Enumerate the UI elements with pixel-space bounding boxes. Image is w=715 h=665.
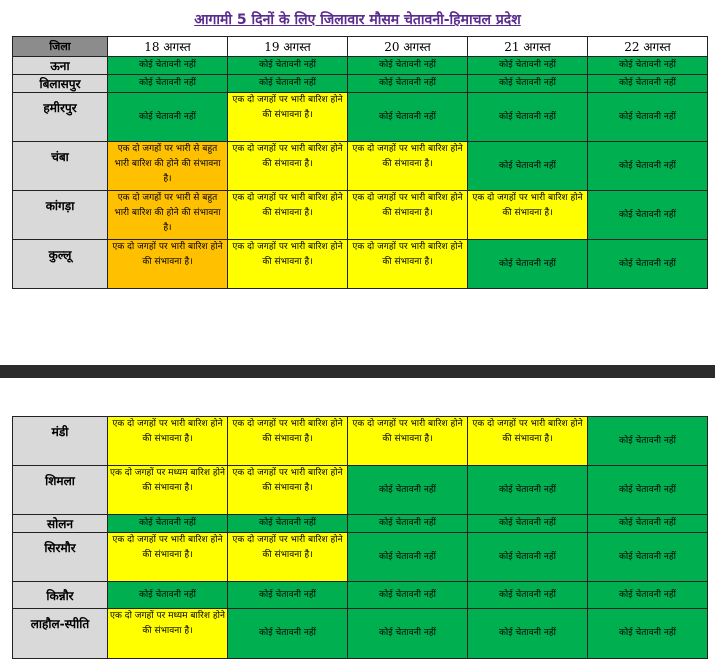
- district-name-cell: ऊना: [13, 57, 108, 75]
- table-row: [13, 57, 708, 75]
- warning-cell-green: कोई चेतावनी नहीं: [588, 240, 708, 289]
- district-name-cell: शिमला: [13, 466, 108, 515]
- warning-cell-yellow: एक दो जगहों पर भारी बारिश होने की संभावना है।: [108, 533, 228, 582]
- warning-cell-green: कोई चेतावनी नहीं: [108, 57, 228, 75]
- warning-cell-green: कोई चेतावनी नहीं: [468, 582, 588, 609]
- warning-cell-green: कोई चेतावनी नहीं: [588, 142, 708, 191]
- warning-cell-green: कोई चेतावनी नहीं: [108, 93, 228, 142]
- district-name-cell: हमीरपुर: [13, 93, 108, 142]
- warning-cell-green: कोई चेतावनी नहीं: [348, 582, 468, 609]
- warning-cell-green: कोई चेतावनी नहीं: [588, 582, 708, 609]
- warning-cell-green: कोई चेतावनी नहीं: [468, 75, 588, 93]
- warning-cell-green: कोई चेतावनी नहीं: [348, 533, 468, 582]
- warning-cell-green: कोई चेतावनी नहीं: [348, 466, 468, 515]
- district-name-cell: सिरमौर: [13, 533, 108, 582]
- warning-cell-green: कोई चेतावनी नहीं: [468, 515, 588, 533]
- date-column-header: 20 अगस्त: [348, 37, 468, 57]
- warning-cell-green: कोई चेतावनी नहीं: [108, 582, 228, 609]
- warning-cell-yellow: एक दो जगहों पर भारी बारिश होने की संभावना है।: [228, 93, 348, 142]
- warning-cell-green: कोई चेतावनी नहीं: [228, 57, 348, 75]
- warning-cell-yellow: एक दो जगहों पर भारी बारिश होने की संभावना है।: [348, 191, 468, 240]
- district-name-cell: कांगड़ा: [13, 191, 108, 240]
- warning-cell-green: कोई चेतावनी नहीं: [228, 609, 348, 659]
- warning-cell-green: कोई चेतावनी नहीं: [228, 75, 348, 93]
- warning-cell-yellow: एक दो जगहों पर भारी बारिश होने की संभावना है।: [468, 417, 588, 466]
- date-column-header: 19 अगस्त: [228, 37, 348, 57]
- warning-cell-green: कोई चेतावनी नहीं: [468, 240, 588, 289]
- warning-cell-yellow: एक दो जगहों पर भारी बारिश होने की संभावना है।: [348, 142, 468, 191]
- warning-cell-yellow: एक दो जगहों पर भारी बारिश होने की संभावना है।: [228, 142, 348, 191]
- table-header-row: [13, 37, 708, 57]
- table-row: [13, 466, 708, 515]
- warning-cell-orange: एक दो जगहों पर भारी बारिश होने की संभावना है।: [108, 240, 228, 289]
- warning-cell-yellow: एक दो जगहों पर मध्यम बारिश होने की संभावना है।: [108, 609, 228, 659]
- district-name-cell: कुल्लू: [13, 240, 108, 289]
- district-name-cell: बिलासपुर: [13, 75, 108, 93]
- date-column-header: 21 अगस्त: [468, 37, 588, 57]
- warning-cell-green: कोई चेतावनी नहीं: [468, 93, 588, 142]
- warning-cell-yellow: एक दो जगहों पर भारी बारिश होने की संभावना है।: [348, 240, 468, 289]
- warning-cell-green: कोई चेतावनी नहीं: [588, 533, 708, 582]
- page-title-text: आगामी 5 दिनों के लिए जिलावार मौसम चेतावनी-हिमाचल प्रदेश: [194, 12, 521, 28]
- table-row: [13, 582, 708, 609]
- warning-cell-yellow: एक दो जगहों पर भारी बारिश होने की संभावना है।: [348, 417, 468, 466]
- warning-cell-green: कोई चेतावनी नहीं: [588, 609, 708, 659]
- table-row: [13, 515, 708, 533]
- table-row: [13, 75, 708, 93]
- warning-cell-yellow: एक दो जगहों पर भारी बारिश होने की संभावना है।: [228, 533, 348, 582]
- warning-cell-green: कोई चेतावनी नहीं: [588, 191, 708, 240]
- warning-cell-green: कोई चेतावनी नहीं: [468, 609, 588, 659]
- warning-cell-orange: एक दो जगहों पर भारी से बहुत भारी बारिश की होने की संभावना है।: [108, 191, 228, 240]
- warning-table-bottom: [12, 416, 708, 659]
- warning-cell-green: कोई चेतावनी नहीं: [348, 75, 468, 93]
- table-row: [13, 142, 708, 191]
- warning-cell-green: कोई चेतावनी नहीं: [468, 533, 588, 582]
- warning-cell-green: कोई चेतावनी नहीं: [348, 57, 468, 75]
- warning-cell-yellow: एक दो जगहों पर मध्यम बारिश होने की संभावना है।: [108, 466, 228, 515]
- warning-cell-green: कोई चेतावनी नहीं: [588, 417, 708, 466]
- district-name-cell: मंडी: [13, 417, 108, 466]
- table-row: [13, 191, 708, 240]
- table-row: [13, 240, 708, 289]
- warning-cell-green: कोई चेतावनी नहीं: [108, 75, 228, 93]
- warning-cell-orange: एक दो जगहों पर भारी से बहुत भारी बारिश की होने की संभावना है।: [108, 142, 228, 191]
- warning-cell-green: कोई चेतावनी नहीं: [468, 466, 588, 515]
- warning-cell-yellow: एक दो जगहों पर भारी बारिश होने की संभावना है।: [228, 191, 348, 240]
- table-row: [13, 417, 708, 466]
- warning-cell-green: कोई चेतावनी नहीं: [588, 57, 708, 75]
- warning-cell-yellow: एक दो जगहों पर भारी बारिश होने की संभावना है।: [108, 417, 228, 466]
- warning-cell-yellow: एक दो जगहों पर भारी बारिश होने की संभावना है।: [468, 191, 588, 240]
- warning-cell-green: कोई चेतावनी नहीं: [588, 93, 708, 142]
- warning-cell-green: कोई चेतावनी नहीं: [348, 93, 468, 142]
- warning-cell-green: कोई चेतावनी नहीं: [588, 466, 708, 515]
- warning-table-top: [12, 36, 708, 289]
- warning-cell-green: कोई चेतावनी नहीं: [468, 142, 588, 191]
- warning-cell-green: कोई चेतावनी नहीं: [348, 515, 468, 533]
- warning-cell-yellow: एक दो जगहों पर भारी बारिश होने की संभावना है।: [228, 466, 348, 515]
- district-name-cell: लाहौल-स्पीति: [13, 609, 108, 659]
- table-row: [13, 609, 708, 659]
- warning-cell-yellow: एक दो जगहों पर भारी बारिश होने की संभावना है।: [228, 240, 348, 289]
- warning-cell-green: कोई चेतावनी नहीं: [228, 515, 348, 533]
- warning-cell-green: कोई चेतावनी नहीं: [468, 57, 588, 75]
- table-row: [13, 93, 708, 142]
- district-column-header: जिला: [13, 37, 108, 57]
- date-column-header: 18 अगस्त: [108, 37, 228, 57]
- warning-cell-green: कोई चेतावनी नहीं: [588, 75, 708, 93]
- district-name-cell: चंबा: [13, 142, 108, 191]
- district-name-cell: सोलन: [13, 515, 108, 533]
- page-break-band: [0, 365, 715, 378]
- warning-cell-green: कोई चेतावनी नहीं: [108, 515, 228, 533]
- warning-cell-green: कोई चेतावनी नहीं: [228, 582, 348, 609]
- table-row: [13, 533, 708, 582]
- warning-cell-green: कोई चेतावनी नहीं: [588, 515, 708, 533]
- date-column-header: 22 अगस्त: [588, 37, 708, 57]
- page-title: [0, 10, 715, 29]
- district-name-cell: किन्नौर: [13, 582, 108, 609]
- warning-cell-yellow: एक दो जगहों पर भारी बारिश होने की संभावना है।: [228, 417, 348, 466]
- warning-cell-green: कोई चेतावनी नहीं: [348, 609, 468, 659]
